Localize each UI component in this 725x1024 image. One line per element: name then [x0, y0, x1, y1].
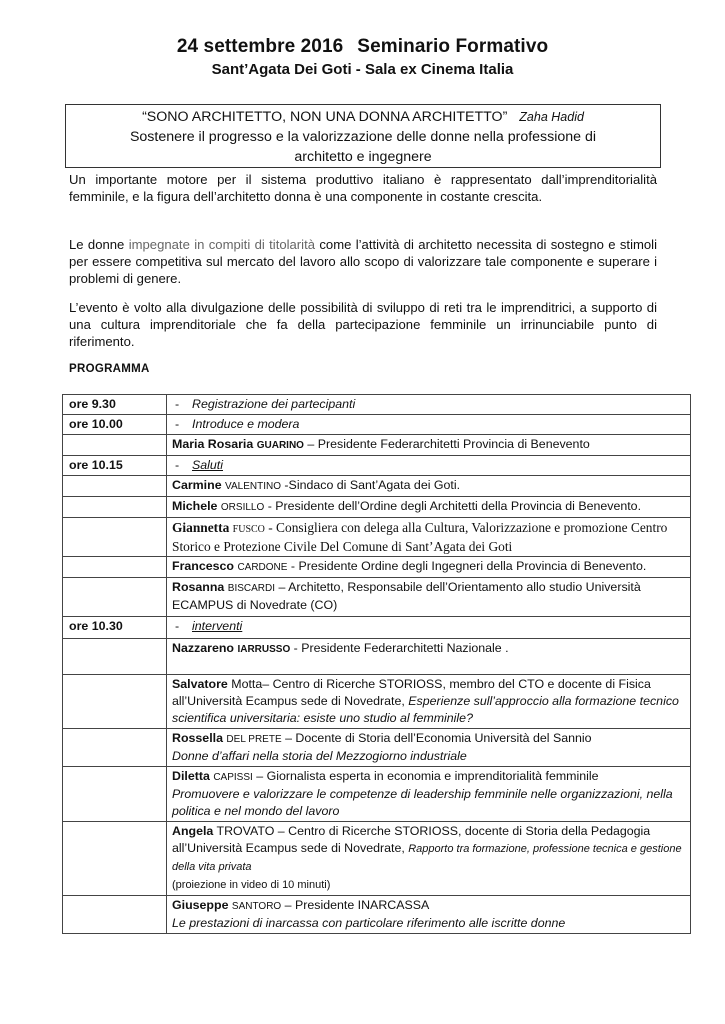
time-cell: ore 10.30 — [63, 617, 167, 639]
speaker-first-name: Giannetta — [172, 520, 230, 535]
speaker-first-name: Rossella — [172, 731, 223, 745]
table-row — [63, 415, 691, 435]
table-row — [63, 675, 691, 729]
speaker-first-name: Michele — [172, 499, 218, 513]
dash: - — [175, 458, 180, 472]
speaker-last-name: GUARINO — [256, 440, 304, 451]
speaker-last-name: ORSILLO — [220, 502, 265, 513]
quote-text: “SONO ARCHITETTO, NON UNA DONNA ARCHITETTO” — [142, 109, 508, 125]
agenda-item: Saluti — [192, 458, 223, 472]
programma-heading: PROGRAMMA — [69, 363, 150, 375]
table-row — [63, 822, 691, 896]
event-location: Sant’Agata Dei Goti - Sala ex Cinema Italia — [211, 61, 514, 78]
time-cell — [63, 557, 167, 578]
agenda-item: interventi — [192, 619, 243, 633]
speaker-role: – Architetto, Responsabile dell’Orientamento allo studio Università ECAMPUS di Novedrate (CO) — [172, 580, 641, 612]
table-row — [63, 578, 691, 617]
quote-subtitle-1: Sostenere il progresso e la valorizzazione delle donne nella professione di — [129, 129, 597, 145]
speaker-cell — [167, 822, 691, 896]
table-row — [63, 518, 691, 557]
speaker-cell — [167, 729, 691, 767]
agenda-item: Introduce e modera — [192, 417, 300, 431]
speaker-role: – Presidente INARCASSA — [281, 898, 430, 912]
speaker-cell — [167, 435, 691, 456]
speaker-first-name: Giuseppe — [172, 898, 229, 912]
speaker-cell — [167, 767, 691, 822]
content-cell — [167, 415, 691, 435]
speaker-last-name: Motta — [231, 677, 263, 691]
speaker-last-name: CARDONE — [237, 562, 288, 573]
talk-title: Promuovere e valorizzare le competenze di leadership femminile nelle organizzazioni, nella politica e nel mondo del lavoro — [172, 787, 673, 818]
intro-paragraph-1: Un importante motore per il sistema produttivo italiano è rappresentato dall’imprenditorialità femminile, e la figura dell’architetto donna è una componente in costante crescita. — [69, 172, 657, 204]
table-row — [63, 617, 691, 639]
time-cell — [63, 896, 167, 934]
table-row — [63, 557, 691, 578]
speaker-role: - Presidente dell’Ordine degli Architetti della Provincia di Benevento. — [264, 499, 642, 513]
content-cell — [167, 617, 691, 639]
quote-author: Zaha Hadid — [519, 110, 584, 124]
speaker-last-name: SANTORO — [231, 901, 282, 912]
speaker-role: – Docente di Storia dell’Economia Università del Sannio — [281, 731, 592, 745]
speaker-last-name: CAPISSI — [213, 772, 253, 783]
speaker-first-name: Angela — [172, 824, 214, 838]
time-cell: ore 10.00 — [63, 415, 167, 435]
time-cell — [63, 729, 167, 767]
dash: - — [175, 619, 180, 633]
paragraph-text: come l’attività di architetto necessita di sostegno e stimoli per essere competitiva sul mercato del lavoro allo scopo di valorizzare tale componente e superare i problemi di genere. — [69, 237, 657, 286]
time-cell: ore 9.30 — [63, 395, 167, 415]
time-cell — [63, 476, 167, 497]
speaker-role: – Presidente Federarchitetti Provincia di Benevento — [303, 437, 590, 451]
table-row — [63, 435, 691, 456]
speaker-role: - Presidente Federarchitetti Nazionale . — [290, 641, 509, 655]
table-row — [63, 729, 691, 767]
talk-title: Le prestazioni di inarcassa con particolare riferimento alle iscritte donne — [172, 916, 566, 930]
table-row — [63, 639, 691, 675]
speaker-last-name: IARRUSSO — [237, 644, 291, 655]
talk-title: Donne d’affari nella storia del Mezzogiorno industriale — [172, 749, 467, 763]
content-cell — [167, 395, 691, 415]
table-row — [63, 497, 691, 518]
agenda-item: Registrazione dei partecipanti — [192, 397, 356, 411]
speaker-first-name: Salvatore — [172, 677, 228, 691]
intro-paragraph-2 — [69, 236, 657, 287]
dash: - — [175, 397, 180, 411]
speaker-role: - Presidente Ordine degli Ingegneri della Provincia di Benevento. — [287, 559, 647, 573]
speaker-first-name: Carmine — [172, 478, 222, 492]
speaker-first-name: Maria Rosaria — [172, 437, 254, 451]
speaker-cell — [167, 518, 691, 557]
event-title — [0, 36, 725, 58]
time-cell — [63, 639, 167, 675]
time-cell — [63, 578, 167, 617]
dash: - — [175, 417, 180, 431]
speaker-cell — [167, 476, 691, 497]
speaker-cell — [167, 675, 691, 729]
talk-title: Esperienze sull’approccio alla formazione tecnico scientifica universitaria: esiste uno studio al femminile? — [172, 694, 679, 725]
time-cell: ore 10.15 — [63, 456, 167, 476]
highlighted-text: impegnate in compiti di titolarità — [128, 237, 315, 252]
programma-table — [62, 394, 691, 934]
speaker-role: – Centro di Ricerche STORIOSS, membro del CTO e docente di Fisica all’Università Ecampus sede di Novedrate, — [172, 677, 651, 708]
paragraph-text: Le donne — [69, 237, 129, 252]
speaker-first-name: Rosanna — [172, 580, 225, 594]
time-cell — [63, 497, 167, 518]
table-row — [63, 456, 691, 476]
intro-paragraph-3: L’evento è volto alla divulgazione delle possibilità di sviluppo di reti tra le imprenditrici, a supporto di una cultura imprenditoriale che fa della partecipazione femminile un irrinunciabile punto di riferimento. — [69, 300, 657, 349]
time-cell — [63, 518, 167, 557]
speaker-first-name: Francesco — [172, 559, 234, 573]
quote-box — [65, 104, 661, 168]
speaker-cell — [167, 557, 691, 578]
speaker-role: - Consigliera con delega alla Cultura, Valorizzazione e promozione Centro Storico e Protezione Civile Del Comune di Sant’Agata dei Goti — [172, 520, 668, 554]
speaker-cell — [167, 578, 691, 617]
quote-line — [66, 107, 660, 127]
speaker-cell — [167, 896, 691, 934]
speaker-last-name: TROVATO — [216, 824, 275, 838]
speaker-last-name: BISCARDI — [227, 583, 276, 594]
time-cell — [63, 675, 167, 729]
table-row — [63, 476, 691, 497]
time-cell — [63, 822, 167, 896]
table-row — [63, 767, 691, 822]
speaker-last-name: DEL PRETE — [226, 734, 282, 745]
speaker-last-name: FUSCO — [232, 524, 265, 535]
speaker-first-name: Diletta — [172, 769, 210, 783]
content-cell — [167, 456, 691, 476]
event-name: Seminario Formativo — [357, 36, 549, 57]
quote-subtitle-2: architetto e ingegnere — [294, 149, 432, 165]
event-date: 24 settembre 2016 — [176, 36, 344, 57]
speaker-last-name: VALENTINO — [225, 481, 281, 492]
time-cell — [63, 767, 167, 822]
talk-title: Rapporto tra formazione, professione tecnica e gestione della vita privata — [172, 843, 682, 873]
time-cell — [63, 435, 167, 456]
speaker-role: -Sindaco di Sant’Agata dei Goti. — [280, 478, 461, 492]
speaker-first-name: Nazzareno — [172, 641, 234, 655]
table-row — [63, 395, 691, 415]
speaker-cell — [167, 639, 691, 675]
speaker-cell — [167, 497, 691, 518]
speaker-role: – Centro di Ricerche STORIOSS, docente di Storia della Pedagogia all’Università Ecampus sede di Novedrate, — [172, 824, 651, 855]
talk-note: (proiezione in video di 10 minuti) — [172, 879, 331, 891]
table-row — [63, 896, 691, 934]
speaker-role: – Giornalista esperta in economia e imprenditorialità femminile — [252, 769, 599, 783]
